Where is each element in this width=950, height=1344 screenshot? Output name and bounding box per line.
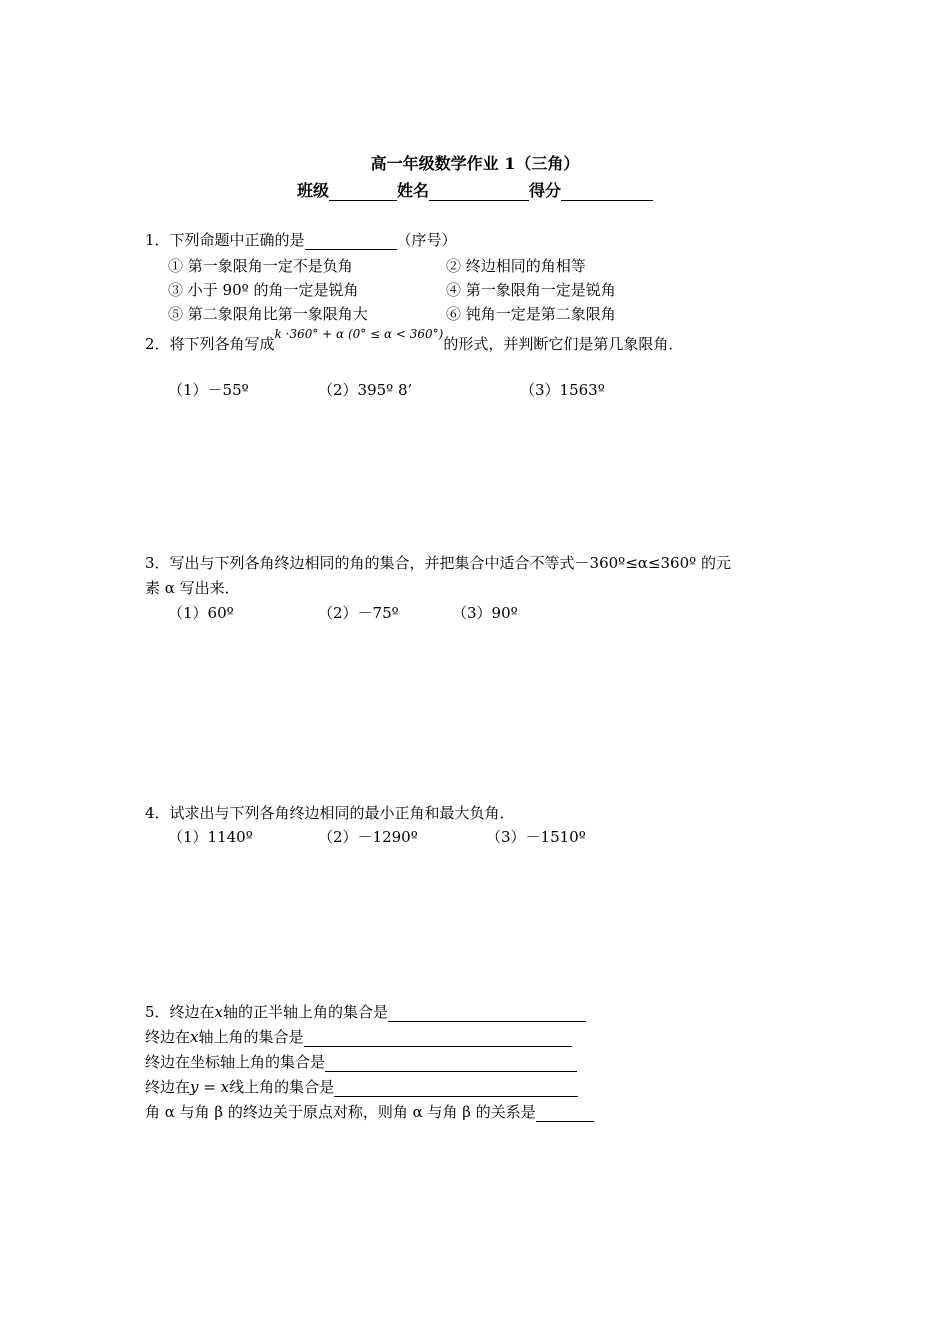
- class-label: 班级: [296, 181, 329, 200]
- q5-l4-suffix: 线上角的集合是: [229, 1078, 335, 1096]
- q1-option: ⑤ 第二象限角比第一象限角大: [168, 305, 368, 323]
- q1-option: ① 第一象限角一定不是负角: [168, 257, 353, 275]
- q3-part: （3）90º: [452, 604, 518, 622]
- q5-l4-blank: [334, 1080, 578, 1097]
- q2-stem-suffix: 的形式，并判断它们是第几象限角．: [443, 335, 684, 353]
- q5-l4-var: y = x: [190, 1078, 230, 1096]
- q2-stem-prefix: 2．将下列各角写成: [145, 335, 275, 353]
- q5-l2-prefix: 终边在: [145, 1028, 191, 1046]
- q1-answer-blank: [305, 233, 397, 250]
- score-label: 得分: [529, 181, 562, 200]
- q4-part: （1）1140º: [168, 828, 253, 846]
- q5-l5-text: 角 α 与角 β 的终边关于原点对称，则角 α 与角 β 的关系是: [145, 1103, 536, 1121]
- q3-part: （1）60º: [168, 604, 234, 622]
- q5-l3-blank: [325, 1055, 577, 1072]
- q4-part: （2）－1290º: [318, 828, 418, 846]
- q1-option: ④ 第一象限角一定是锐角: [446, 281, 616, 299]
- q5-l1-var: x: [214, 1003, 224, 1021]
- q5-l5-blank: [536, 1105, 594, 1122]
- q1-option: ② 终边相同的角相等: [446, 257, 586, 275]
- q3-line1: 3．写出与下列各角终边相同的角的集合，并把集合中适合不等式－360º≤α≤360º 的元: [145, 554, 731, 572]
- q2-formula: k ·360° + α (0° ≤ α < 360°): [274, 327, 444, 341]
- q5-l1-blank: [388, 1005, 586, 1022]
- page-title: 高一年级数学作业 1（三角）: [370, 154, 580, 173]
- q5-l3-text: 终边在坐标轴上角的集合是: [145, 1053, 326, 1071]
- q5-l4-prefix: 终边在: [145, 1078, 191, 1096]
- q4-stem: 4．试求出与下列各角终边相同的最小正角和最大负角．: [145, 804, 515, 822]
- q3-line2: 素 α 写出来．: [145, 579, 240, 597]
- q5-l2-suffix: 轴上角的集合是: [198, 1028, 304, 1046]
- q5-l2-var: x: [190, 1028, 199, 1046]
- q3-part: （2）－75º: [318, 604, 399, 622]
- q2-part: （1）－55º: [168, 381, 249, 399]
- class-blank: [329, 184, 397, 201]
- q1-option: ⑥ 钝角一定是第二象限角: [446, 305, 616, 323]
- q4-part: （3）－1510º: [486, 828, 586, 846]
- q1-stem: 1．下列命题中正确的是: [145, 231, 305, 249]
- q2-part: （3）1563º: [520, 381, 605, 399]
- student-info-line: [0, 178, 950, 201]
- name-label: 姓名: [396, 181, 429, 200]
- q1-option: ③ 小于 90º 的角一定是锐角: [168, 281, 359, 299]
- q1-suffix: （序号）: [396, 231, 457, 249]
- q2-part: （2）395º 8’: [318, 381, 413, 399]
- q5-line4: [145, 1076, 578, 1097]
- q5-l1-suffix: 轴的正半轴上角的集合是: [223, 1003, 389, 1021]
- score-blank: [561, 184, 653, 201]
- q5-l1-prefix: 5．终边在: [145, 1003, 215, 1021]
- q1-stem-line: [145, 229, 457, 250]
- q5-line1: [145, 1001, 586, 1022]
- q5-line3: [145, 1051, 577, 1072]
- q5-l2-blank: [304, 1030, 572, 1047]
- q2-stem-line: [145, 327, 684, 354]
- q5-line5: [145, 1101, 594, 1122]
- q5-line2: [145, 1026, 572, 1047]
- name-blank: [429, 184, 529, 201]
